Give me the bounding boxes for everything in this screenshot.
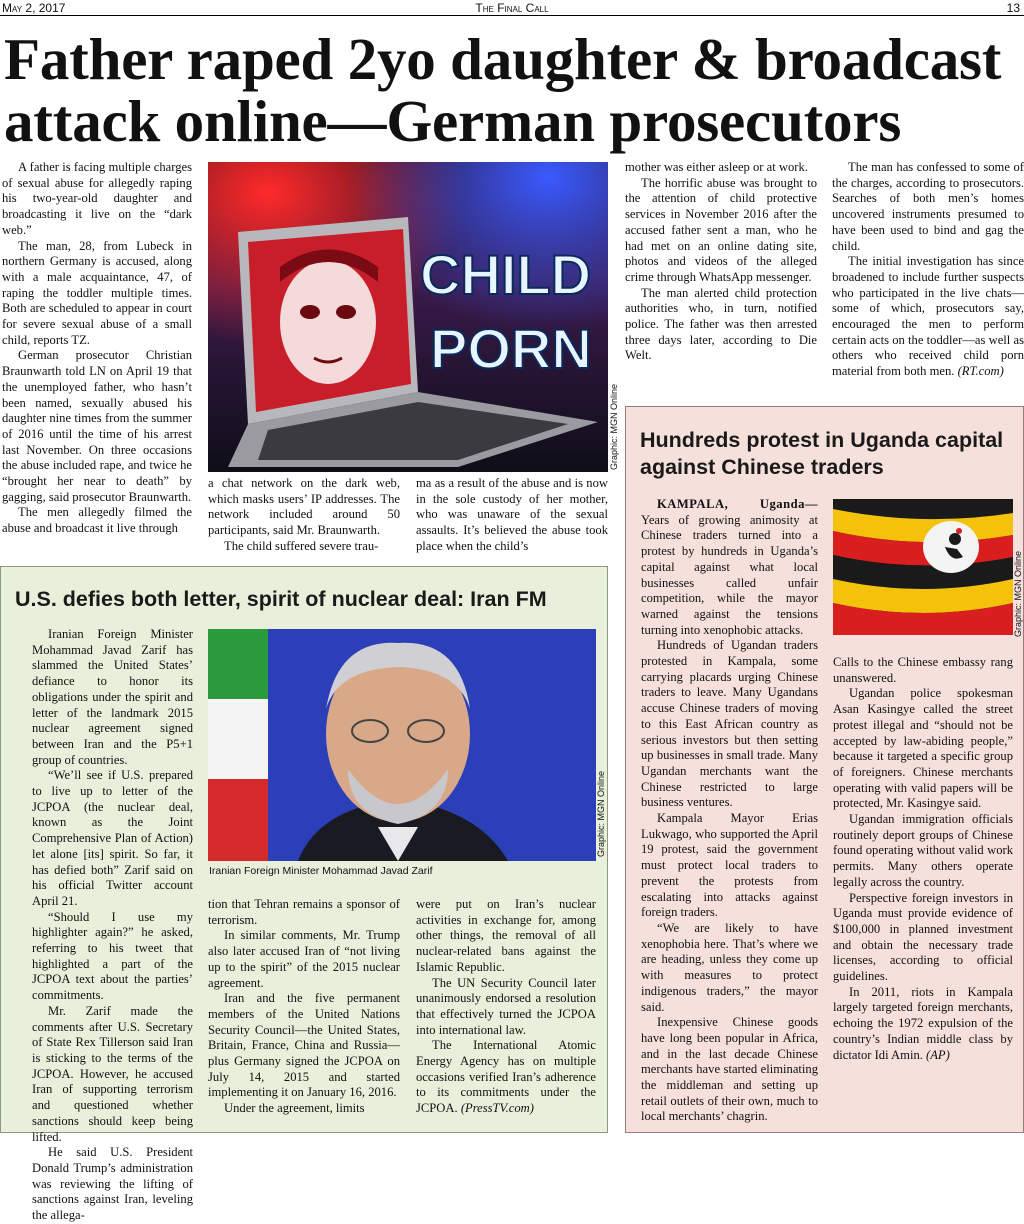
paragraph: “We’ll see if U.S. prepared to live up to letter of the JCPOA (the nuclear deal, known as the Joint Comprehensive Plan of Action) let alone [its] spirit. So far, it has defied both” Zarif said on his official Twitter account April 21. [32,768,193,908]
running-head [0,0,1024,16]
zarif-photo-caption: Iranian Foreign Minister Mohammad Javad Zarif [209,865,433,877]
paragraph: “Should I use my highlighter again?” he asked, referring to his tweet that highlighted a part of the JCPOA text about the parties’ commitments. [32,909,193,1003]
paragraph: A father is facing multiple charges of sexual abuse for allegedly raping his two-year-old daughter and broadcasting it live on the “dark web.” [2,160,192,237]
paragraph: Iran and the five permanent members of the United Nations Security Council—the United States, Britain, France, China and Russia—plus Germany signed the JCPOA on July 14, 2015 and started implementing it on January 16, 2016. [208,991,400,1100]
paragraph: Mr. Zarif made the comments after U.S. Secretary of State Rex Tillerson said Iran is sticking to the terms of the JCPOA. However, he accused Iran of supporting terrorism and questioned whether sanctions should keep being lifted. [32,1003,193,1144]
paragraph: The horrific abuse was brought to the attention of child protective services in November 2016 after the accused father sent a man, who he had met on an online dating site, photos and videos of the alleged crime through WhatsApp messenger. [625,175,817,284]
paragraph: Iranian Foreign Minister Mohammad Javad Zarif has slammed the United States’ defiance to honor its obligations under the spirit and letter of the landmark 2015 nuclear agreement signed between Iran and the P5+1 group of countries. [32,627,193,767]
dateline: KAMPALA, Uganda— [657,497,818,511]
uganda-headline: Hundreds protest in Uganda capital against Chinese traders [640,428,1004,479]
graphic-title-line2: PORN [430,317,592,380]
paragraph: Years of growing animosity at Chinese traders turned into a protest by hundreds in Uganda’s capital against what local businesses called unfair competition, while the mayor warned against the tensions turning into xenophobic attacks. [641,512,818,637]
paragraph: Perspective foreign investors in Uganda must provide evidence of $100,000 in planned investment and obtain the necessary trade licenses, according to official guidelines. [833,890,1013,984]
paragraph: In similar comments, Mr. Trump also later accused Iran of “not living up to the spirit” of the 2015 nuclear agreement. [208,928,400,990]
source-credit: (PressTV.com) [460,1101,534,1116]
main-photo-credit: Graphic: MGN Online [609,383,619,470]
uganda-flag-photo [833,499,1013,635]
iran-story-box [0,566,608,1223]
graphic-title-line1: CHILD [420,243,592,306]
paragraph: The men allegedly filmed the abuse and broadcast it live through [2,505,192,536]
zarif-photo [208,629,596,861]
paragraph: a chat network on the dark web, which masks users’ IP addresses. The network included around 50 participants, said Mr. Braunwarth. [208,476,400,538]
iran-story-col-3 [416,897,596,1117]
iran-headline: U.S. defies both letter, spirit of nuclear deal: Iran FM [15,587,547,611]
paragraph: Calls to the Chinese embassy rang unanswered. [833,655,1013,685]
paragraph: The man alerted child protection authorities who, in turn, notified police. The father was then arrested three days later, according to Die Welt. [625,285,817,363]
paragraph: The man, 28, from Lubeck in northern Germany is accused, along with a male acquaintance, 47, of raping the toddler multiple times. Both are scheduled to appear in court for severe sexual abuse of a small child, reports TZ. [2,238,192,347]
main-story-col-2 [208,476,400,555]
uganda-flag-icon [833,499,1013,635]
paragraph: The International Atomic Energy Agency has on multiple occasions verified Iran’s adherence to its commitments under the JCPOA. [416,1038,596,1116]
paragraph: The man has confessed to some of the charges, according to prosecutors. Searches of both men’s homes uncovered instruments presumed to have been used to bind and gag the child. [832,160,1024,253]
paragraph: ma as a result of the abuse and is now in the sole custody of her mother, who was unaware of the sexual assaults. It’s believed the abuse took place when the child’s [416,476,608,553]
main-story-photo [208,162,608,472]
iran-story-col-2 [208,897,400,1117]
source-credit: (AP) [926,1047,950,1062]
main-story-col-4 [625,160,817,364]
main-headline: Father raped 2yo daughter & broadcast attack online—German prosecutors [4,26,1002,154]
zarif-photo-credit: Graphic: MGN Online [596,770,606,857]
paragraph: Inexpensive Chinese goods have long been popular in Africa, and in the last decade Chinese merchants have started eliminating the middleman and setting up retail outlets of their own, much to local merchants’ chagrin. [641,1015,818,1124]
main-story-col-5 [832,160,1024,380]
uganda-story-box [625,406,1024,1133]
paragraph: The UN Security Council later unanimously endorsed a resolution that effectively turned the JCPOA into international law. [416,975,596,1037]
paragraph: “We are likely to have xenophobia here. That’s where we are heading, unless they come up with measures to protect indigenous traders,” the mayor said. [641,920,818,1014]
uganda-photo-credit: Graphic: MGN Online [1013,550,1023,637]
paragraph: The initial investigation has since broadened to include further suspects who participated in the live chats—some of which, prosecutors say, encouraged the men to perform certain acts on the toddler—as well as others who received child porn material from both men. [832,254,1024,379]
paragraph: were put on Iran’s nuclear activities in exchange for, among other things, the removal of all nuclear-related bans against the Islamic Republic. [416,897,596,974]
source-credit: (RT.com) [957,364,1004,379]
paragraph: He said U.S. President Donald Trump’s administration was reviewing the lifting of sanctions against Iran, leveling the allega- [32,1145,193,1223]
paragraph: Ugandan police spokesman Asan Kasingye called the street protest illegal and “should not be accepted by law-abiding people,” because it targeted a specific group of foreigners. Chinese merchants operating with valid papers will be protected, Mr. Kasingye said. [833,686,1013,811]
page-number: 13 [1006,1,1020,15]
paragraph: Kampala Mayor Erias Lukwago, who supported the April 19 protest, said the government must protect local traders to prevent the protests from escalating into attacks against foreign traders. [641,811,818,920]
uganda-story-col-1 [641,497,818,1125]
paragraph: In 2011, riots in Kampala largely targeted foreign merchants, echoing the 1972 expulsion of the country’s Indian middle class by dictator Idi Amin. [833,984,1013,1062]
paragraph: Hundreds of Ugandan traders protested in Kampala, some carrying placards urging Chinese traders to leave. Many Ugandans accuse Chinese traders of moving to this East African country as serious investors but then setting up businesses in small trade. Many Ugandan merchants want the Chinese restricted to large business ventures. [641,638,818,810]
paragraph: Under the agreement, limits [224,1101,365,1116]
paragraph: The child suffered severe trau- [224,538,379,553]
laptop-illustration [208,162,608,472]
paragraph: tion that Tehran remains a sponsor of terrorism. [208,897,400,927]
paragraph: mother was either asleep or at work. [625,160,808,174]
issue-date: May 2, 2017 [2,1,66,15]
uganda-story-col-2 [833,655,1013,1063]
main-story-col-1 [2,160,192,537]
paragraph: Ugandan immigration officials routinely deport groups of Chinese found operating without valid work permits. Many others operate legally across the country. [833,812,1013,889]
zarif-portrait [208,629,596,861]
paper-name: The Final Call [475,1,549,15]
paragraph: German prosecutor Christian Braunwarth told LN on April 19 that the unemployed father, who hasn’t been named, sexually abused his daughter nine times from the summer of 2016 until the time of his arrest last November. On three occasions the abuse included rape, and twice he “brought her near to death” by gagging, said prosecutor Braunwarth. [2,348,192,504]
iran-story-col-1 [32,627,193,1224]
main-story-col-3 [416,476,608,555]
